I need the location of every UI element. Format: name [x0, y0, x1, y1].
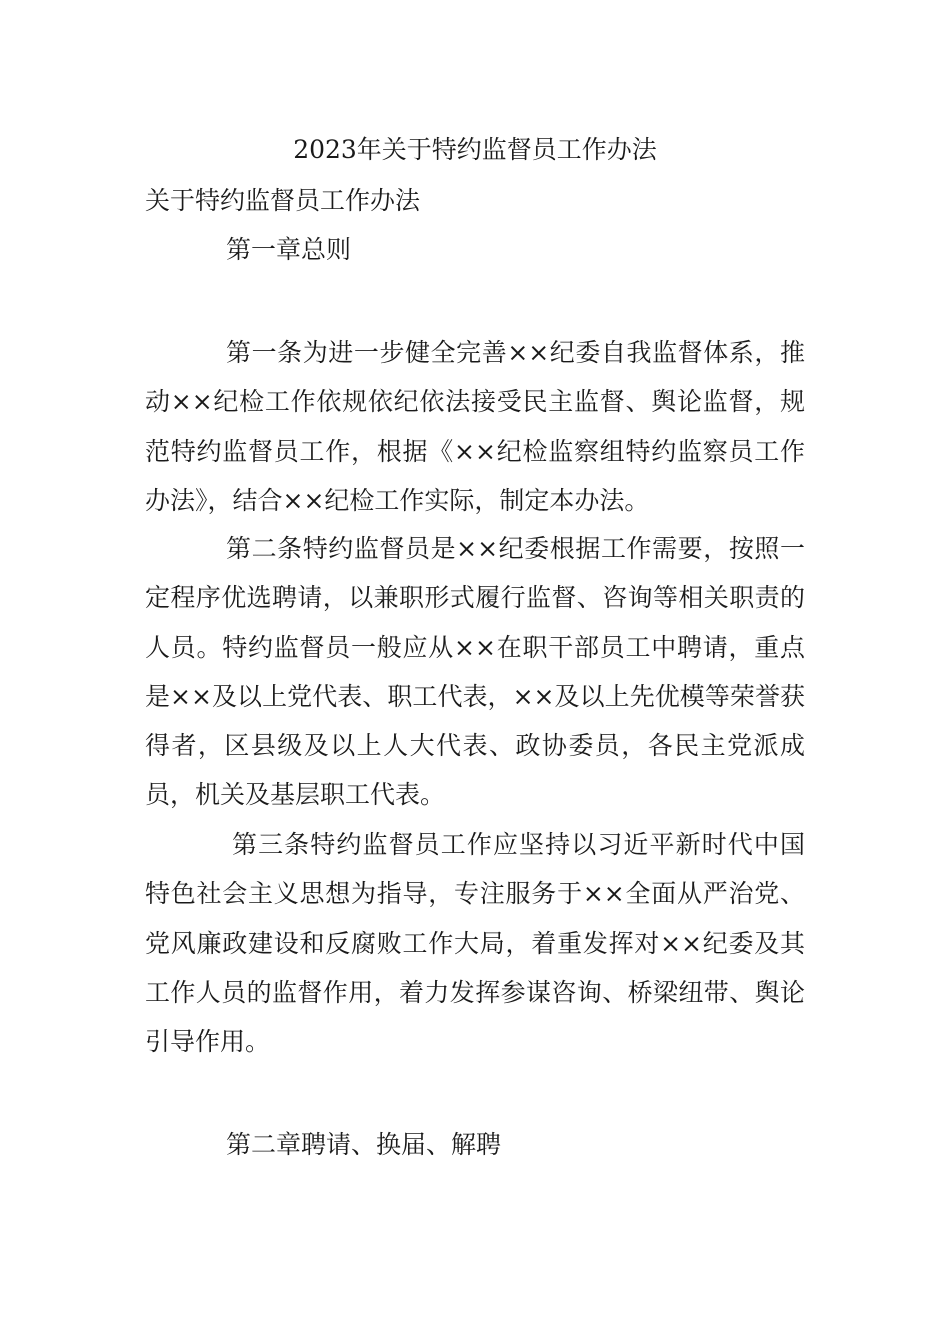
document-subtitle: 关于特约监督员工作办法	[145, 186, 421, 215]
document-title: 2023年关于特约监督员工作办法	[293, 135, 657, 164]
article-paragraph-3: 第三条特约监督员工作应坚持以习近平新时代中国特色社会主义思想为指导，专注服务于××全面从严治党、党风廉政建设和反腐败工作大局，着重发挥对××纪委及其工作人员的监督作用，着力发挥参谋咨询、桥梁纽带、舆论引导作用。	[145, 830, 805, 1057]
article-paragraph-2: 第二条特约监督员是××纪委根据工作需要，按照一定程序优选聘请，以兼职形式履行监督、咨询等相关职责的人员。特约监督员一般应从××在职干部员工中聘请，重点是××及以上党代表、职工代表，××及以上先优模等荣誉获得者，区县级及以上人大代表、政协委员，各民主党派成员，机关及基层职工代表。	[145, 534, 805, 810]
article-paragraph-1: 第一条为进一步健全完善××纪委自我监督体系，推动××纪检工作依规依纪依法接受民主监督、舆论监督，规范特约监督员工作，根据《××纪检监察组特约监察员工作办法》，结合××纪检工作实际，制定本办法。	[145, 338, 805, 515]
chapter-heading-2: 第二章聘请、换届、解聘	[226, 1130, 502, 1159]
chapter-heading-1: 第一章总则	[226, 235, 352, 264]
